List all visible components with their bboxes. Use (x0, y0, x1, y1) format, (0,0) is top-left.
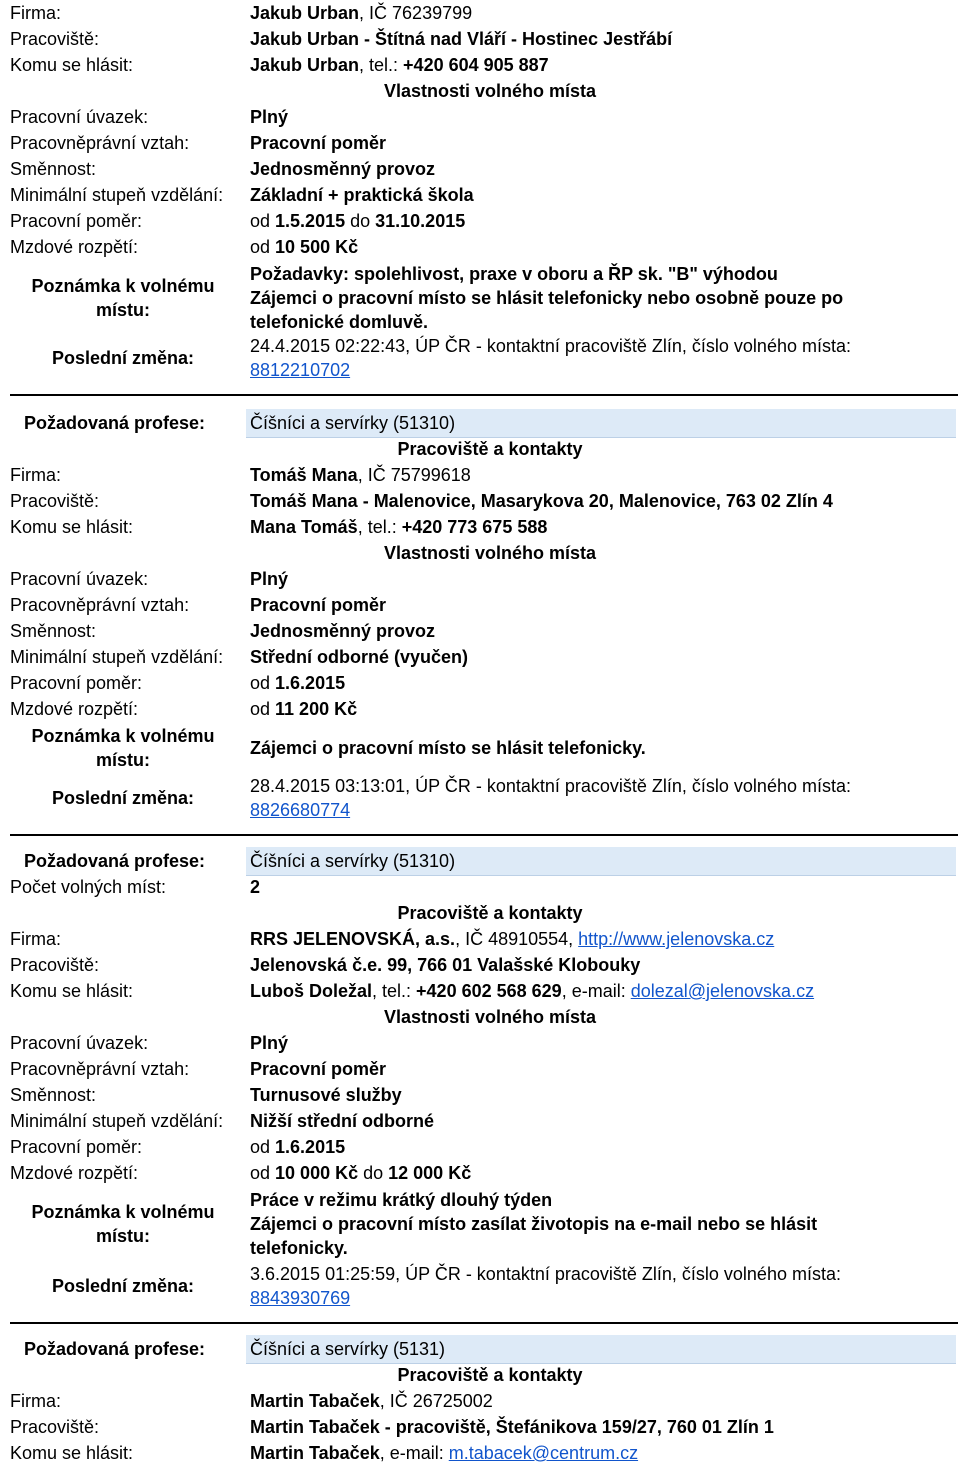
note-label: Poznámka k volnému místu: (31, 726, 215, 770)
profese-label: Požadovaná profese: (24, 851, 206, 871)
section-header-vlastnosti: Vlastnosti volného místa (383, 543, 597, 563)
smennost-value: Jednosměnný provoz (250, 159, 436, 179)
profese-value: Číšníci a servírky (51310) (250, 851, 456, 871)
vacancy-id-link[interactable]: 8812210702 (250, 360, 351, 380)
firma-value: RRS JELENOVSKÁ, a.s., IČ 48910554, http://www.jelenovska.cz (250, 929, 775, 949)
separator (10, 1322, 958, 1324)
note-label: Poznámka k volnému místu: (31, 276, 215, 320)
section-header-kontakty: Pracoviště a kontakty (397, 903, 583, 923)
mzda-label: Mzdové rozpětí: (10, 1163, 139, 1183)
job2-profese-row (0, 410, 960, 436)
last-change-value: 28.4.2015 03:13:01, ÚP ČR - kontaktní pracoviště Zlín, číslo volného místa: 8826680774 (250, 776, 851, 820)
job1-firma-row (0, 0, 960, 26)
komu-label: Komu se hlásit: (10, 55, 134, 75)
uvazek-label: Pracovní úvazek: (10, 1033, 149, 1053)
mzda-value: od 10 500 Kč (250, 237, 359, 257)
komu-label: Komu se hlásit: (10, 1443, 134, 1463)
section-header-vlastnosti: Vlastnosti volného místa (383, 1007, 597, 1027)
job3-komu-row (0, 978, 960, 1004)
section-header-kontakty: Pracoviště a kontakty (397, 1365, 583, 1385)
job3-last-change (0, 1262, 960, 1310)
job2-pomer-row (0, 670, 960, 696)
job2-firma-row (0, 462, 960, 488)
komu-value: Luboš Doležal, tel.: +420 602 568 629, e-mail: dolezal@jelenovska.cz (250, 981, 815, 1001)
firma-value: Martin Tabaček, IČ 26725002 (250, 1391, 493, 1411)
vztah-value: Pracovní poměr (250, 133, 387, 153)
uvazek-value: Plný (250, 1033, 289, 1053)
note-label: Poznámka k volnému místu: (31, 1202, 215, 1246)
job1-mzda-row (0, 234, 960, 260)
job2-last-change (0, 774, 960, 822)
job3-profese-row (0, 848, 960, 874)
uvazek-value: Plný (250, 569, 289, 589)
job1-vzdelani-row (0, 182, 960, 208)
job4-komu-row (0, 1440, 960, 1466)
vztah-label: Pracovněprávní vztah: (10, 595, 190, 615)
vzdelani-label: Minimální stupeň vzdělání: (10, 1111, 224, 1131)
last-change-value: 24.4.2015 02:22:43, ÚP ČR - kontaktní pracoviště Zlín, číslo volného místa: 8812210702 (250, 336, 851, 380)
smennost-value: Jednosměnný provoz (250, 621, 436, 641)
job3-vztah-row (0, 1056, 960, 1082)
vztah-value: Pracovní poměr (250, 1059, 387, 1079)
smennost-value: Turnusové služby (250, 1085, 402, 1105)
job2-uvazek-row (0, 566, 960, 592)
komu-value: Jakub Urban, tel.: +420 604 905 887 (250, 55, 549, 75)
job3-pocet-row (0, 874, 960, 900)
section-header-vlastnosti: Vlastnosti volného místa (383, 81, 597, 101)
mzda-value: od 10 000 Kč do 12 000 Kč (250, 1163, 472, 1183)
job3-smennost-row (0, 1082, 960, 1108)
uvazek-value: Plný (250, 107, 289, 127)
job1-last-change (0, 334, 960, 382)
job2-note (0, 724, 960, 772)
job2-smennost-row (0, 618, 960, 644)
job2-mzda-row (0, 696, 960, 722)
vzdelani-label: Minimální stupeň vzdělání: (10, 647, 224, 667)
job1-pracoviste-row (0, 26, 960, 52)
job2-vzdelani-row (0, 644, 960, 670)
vztah-value: Pracovní poměr (250, 595, 387, 615)
firma-value: Jakub Urban, IČ 76239799 (250, 3, 473, 23)
job3-firma-row (0, 926, 960, 952)
pocet-label: Počet volných míst: (10, 877, 167, 897)
job4-firma-row (0, 1388, 960, 1414)
pomer-label: Pracovní poměr: (10, 673, 143, 693)
job1-uvazek-row (0, 104, 960, 130)
pracoviste-label: Pracoviště: (10, 1417, 100, 1437)
note-value: Požadavky: spolehlivost, praxe v oboru a ŘP sk. "B" výhodou Zájemci o pracovní místo se hlásit telefonicky nebo osobně pouze po telefonické domluvě. (250, 264, 844, 332)
komu-label: Komu se hlásit: (10, 517, 134, 537)
pracoviste-value: Martin Tabaček - pracoviště, Štefánikova 159/27, 760 01 Zlín 1 (250, 1417, 774, 1437)
section-header-kontakty: Pracoviště a kontakty (397, 439, 583, 459)
job3-note (0, 1188, 960, 1260)
firma-value: Tomáš Mana, IČ 75799618 (250, 465, 471, 485)
pomer-value: od 1.6.2015 (250, 1137, 346, 1157)
pomer-label: Pracovní poměr: (10, 211, 143, 231)
komu-value: Mana Tomáš, tel.: +420 773 675 588 (250, 517, 548, 537)
uvazek-label: Pracovní úvazek: (10, 107, 149, 127)
profese-label: Požadovaná profese: (24, 413, 206, 433)
job3-pomer-row (0, 1134, 960, 1160)
pomer-label: Pracovní poměr: (10, 1137, 143, 1157)
job3-pracoviste-row (0, 952, 960, 978)
contact-email-link[interactable]: dolezal@jelenovska.cz (630, 981, 815, 1001)
job3-vzdelani-row (0, 1108, 960, 1134)
pracoviste-label: Pracoviště: (10, 955, 100, 975)
job3-uvazek-row (0, 1030, 960, 1056)
firma-label: Firma: (10, 929, 61, 949)
separator (10, 394, 958, 396)
vacancy-id-link[interactable]: 8826680774 (250, 800, 351, 820)
smennost-label: Směnnost: (10, 159, 97, 179)
smennost-label: Směnnost: (10, 621, 97, 641)
separator (10, 834, 958, 836)
firma-label: Firma: (10, 1391, 61, 1411)
job2-vztah-row (0, 592, 960, 618)
pracoviste-label: Pracoviště: (10, 491, 100, 511)
vztah-label: Pracovněprávní vztah: (10, 133, 190, 153)
job4-pracoviste-row (0, 1414, 960, 1440)
contact-email-link[interactable]: m.tabacek@centrum.cz (448, 1443, 639, 1463)
company-website-link[interactable]: http://www.jelenovska.cz (578, 929, 775, 949)
job1-komu-row (0, 52, 960, 78)
firma-label: Firma: (10, 3, 61, 23)
profese-value: Číšníci a servírky (5131) (250, 1339, 446, 1359)
note-value: Zájemci o pracovní místo se hlásit telefonicky. (250, 738, 646, 758)
note-value: Práce v režimu krátký dlouhý týden Zájemci o pracovní místo zasílat životopis na e-mail nebo se hlásit telefonicky. (250, 1190, 818, 1258)
mzda-value: od 11 200 Kč (250, 699, 358, 719)
mzda-label: Mzdové rozpětí: (10, 237, 139, 257)
pracoviste-value: Tomáš Mana - Malenovice, Masarykova 20, Malenovice, 763 02 Zlín 4 (250, 491, 833, 511)
profese-value: Číšníci a servírky (51310) (250, 413, 456, 433)
profese-label: Požadovaná profese: (24, 1339, 206, 1359)
pracoviste-value: Jakub Urban - Štítná nad Vláří - Hostinec Jestřábí (250, 29, 673, 49)
vztah-label: Pracovněprávní vztah: (10, 1059, 190, 1079)
komu-label: Komu se hlásit: (10, 981, 134, 1001)
last-change-label: Poslední změna: (51, 1276, 195, 1296)
vzdelani-value: Střední odborné (vyučen) (250, 647, 469, 667)
job1-pomer-row (0, 208, 960, 234)
job1-note (0, 262, 960, 334)
vzdelani-label: Minimální stupeň vzdělání: (10, 185, 224, 205)
pomer-value: od 1.5.2015 do 31.10.2015 (250, 211, 466, 231)
job3-mzda-row (0, 1160, 960, 1186)
komu-value: Martin Tabaček, e-mail: m.tabacek@centrum.cz (250, 1443, 639, 1463)
last-change-label: Poslední změna: (51, 348, 195, 368)
job4-profese-row (0, 1336, 960, 1362)
job1-smennost-row (0, 156, 960, 182)
job1-vztah-row (0, 130, 960, 156)
last-change-label: Poslední změna: (51, 788, 195, 808)
pracoviste-label: Pracoviště: (10, 29, 100, 49)
pocet-value: 2 (250, 877, 261, 897)
vzdelani-value: Základní + praktická škola (250, 185, 474, 205)
uvazek-label: Pracovní úvazek: (10, 569, 149, 589)
mzda-label: Mzdové rozpětí: (10, 699, 139, 719)
job2-komu-row (0, 514, 960, 540)
firma-label: Firma: (10, 465, 61, 485)
job2-pracoviste-row (0, 488, 960, 514)
pomer-value: od 1.6.2015 (250, 673, 346, 693)
vacancy-id-link[interactable]: 8843930769 (250, 1288, 351, 1308)
vzdelani-value: Nižší střední odborné (250, 1111, 435, 1131)
pracoviste-value: Jelenovská č.e. 99, 766 01 Valašské Klobouky (250, 955, 641, 975)
last-change-value: 3.6.2015 01:25:59, ÚP ČR - kontaktní pracoviště Zlín, číslo volného místa: 8843930769 (250, 1264, 841, 1308)
smennost-label: Směnnost: (10, 1085, 97, 1105)
